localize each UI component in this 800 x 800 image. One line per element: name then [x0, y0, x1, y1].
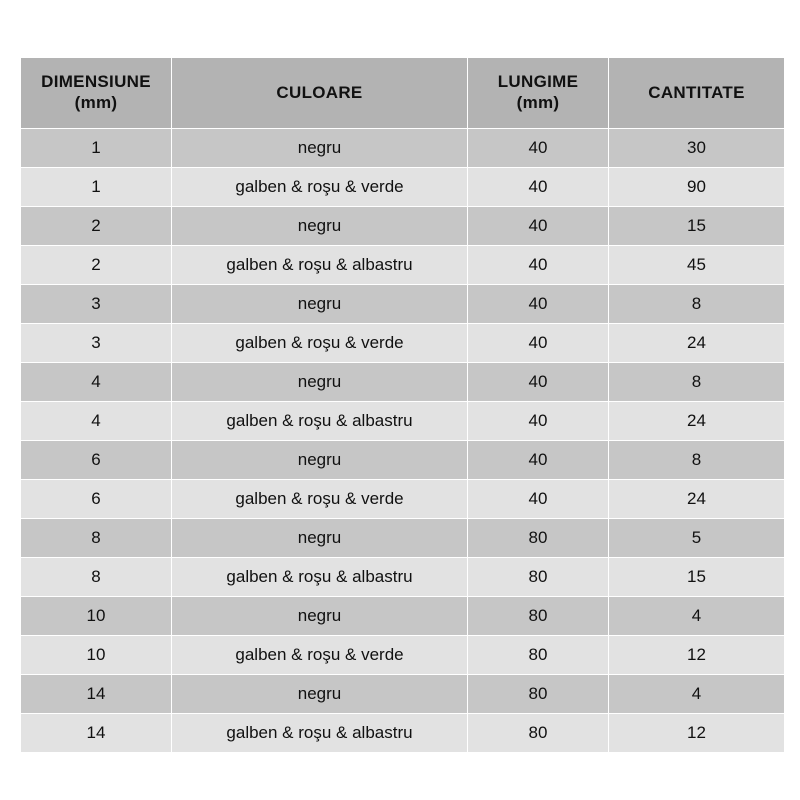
cell-dimensiune: 4: [21, 363, 172, 402]
cell-dimensiune: 14: [21, 675, 172, 714]
cell-cantitate: 90: [609, 168, 785, 207]
cell-cantitate: 24: [609, 402, 785, 441]
cell-cantitate: 4: [609, 597, 785, 636]
cell-lungime: 40: [468, 168, 609, 207]
column-header-culoare-main: CULOARE: [276, 82, 363, 102]
cell-lungime: 40: [468, 207, 609, 246]
cell-dimensiune: 1: [21, 129, 172, 168]
cell-lungime: 40: [468, 285, 609, 324]
table-row: [21, 207, 785, 246]
table-row: [21, 324, 785, 363]
cell-culoare: galben & roşu & verde: [172, 168, 468, 207]
cell-lungime: 40: [468, 441, 609, 480]
cell-lungime: 40: [468, 363, 609, 402]
cell-dimensiune: 10: [21, 597, 172, 636]
table-row: [21, 675, 785, 714]
table-row: [21, 636, 785, 675]
column-header-dimensiune-unit: (mm): [74, 93, 118, 112]
column-header-dimensiune: [21, 58, 172, 129]
cell-culoare: negru: [172, 285, 468, 324]
cell-lungime: 80: [468, 519, 609, 558]
column-header-cantitate: [609, 58, 785, 129]
cell-culoare: galben & roşu & albastru: [172, 558, 468, 597]
cell-cantitate: 30: [609, 129, 785, 168]
cell-cantitate: 8: [609, 285, 785, 324]
cell-lungime: 40: [468, 324, 609, 363]
table-row: [21, 129, 785, 168]
table-row: [21, 363, 785, 402]
cell-culoare: negru: [172, 441, 468, 480]
table-row: [21, 597, 785, 636]
cell-dimensiune: 3: [21, 324, 172, 363]
cell-culoare: galben & roşu & albastru: [172, 714, 468, 753]
cell-cantitate: 5: [609, 519, 785, 558]
column-header-lungime-main: LUNGIME: [497, 72, 579, 92]
cell-culoare: negru: [172, 675, 468, 714]
cell-lungime: 40: [468, 246, 609, 285]
column-header-dimensiune-main: DIMENSIUNE: [41, 72, 151, 92]
cell-dimensiune: 2: [21, 246, 172, 285]
cell-dimensiune: 10: [21, 636, 172, 675]
cell-cantitate: 4: [609, 675, 785, 714]
cell-lungime: 80: [468, 636, 609, 675]
cell-culoare: negru: [172, 597, 468, 636]
cell-cantitate: 15: [609, 207, 785, 246]
table-row: [21, 441, 785, 480]
table-header-row: [21, 58, 785, 129]
cell-dimensiune: 3: [21, 285, 172, 324]
column-header-lungime: [468, 58, 609, 129]
cell-culoare: galben & roşu & verde: [172, 636, 468, 675]
cell-cantitate: 24: [609, 324, 785, 363]
table-row: [21, 246, 785, 285]
cell-lungime: 80: [468, 714, 609, 753]
cell-dimensiune: 6: [21, 480, 172, 519]
cell-dimensiune: 6: [21, 441, 172, 480]
cell-dimensiune: 8: [21, 558, 172, 597]
table-header: [21, 58, 785, 129]
cell-cantitate: 24: [609, 480, 785, 519]
cell-cantitate: 45: [609, 246, 785, 285]
table-body: [21, 129, 785, 753]
cell-culoare: galben & roşu & verde: [172, 480, 468, 519]
spec-table-container: [20, 57, 780, 753]
cell-dimensiune: 2: [21, 207, 172, 246]
table-row: [21, 714, 785, 753]
table-row: [21, 402, 785, 441]
table-row: [21, 168, 785, 207]
table-row: [21, 285, 785, 324]
table-row: [21, 558, 785, 597]
cell-culoare: galben & roşu & albastru: [172, 402, 468, 441]
cell-dimensiune: 4: [21, 402, 172, 441]
cell-dimensiune: 8: [21, 519, 172, 558]
cell-lungime: 80: [468, 558, 609, 597]
cell-cantitate: 12: [609, 714, 785, 753]
cell-dimensiune: 1: [21, 168, 172, 207]
column-header-culoare: [172, 58, 468, 129]
cell-cantitate: 15: [609, 558, 785, 597]
cell-lungime: 80: [468, 675, 609, 714]
cell-lungime: 40: [468, 402, 609, 441]
cell-culoare: negru: [172, 207, 468, 246]
cell-culoare: galben & roşu & verde: [172, 324, 468, 363]
cell-lungime: 40: [468, 480, 609, 519]
cell-culoare: negru: [172, 519, 468, 558]
specification-table: [20, 57, 785, 753]
cell-culoare: negru: [172, 129, 468, 168]
cell-cantitate: 8: [609, 363, 785, 402]
column-header-lungime-unit: (mm): [516, 93, 560, 112]
table-row: [21, 519, 785, 558]
cell-cantitate: 8: [609, 441, 785, 480]
cell-culoare: negru: [172, 363, 468, 402]
cell-cantitate: 12: [609, 636, 785, 675]
cell-lungime: 80: [468, 597, 609, 636]
cell-lungime: 40: [468, 129, 609, 168]
column-header-cantitate-main: CANTITATE: [648, 82, 745, 102]
cell-dimensiune: 14: [21, 714, 172, 753]
cell-culoare: galben & roşu & albastru: [172, 246, 468, 285]
table-row: [21, 480, 785, 519]
